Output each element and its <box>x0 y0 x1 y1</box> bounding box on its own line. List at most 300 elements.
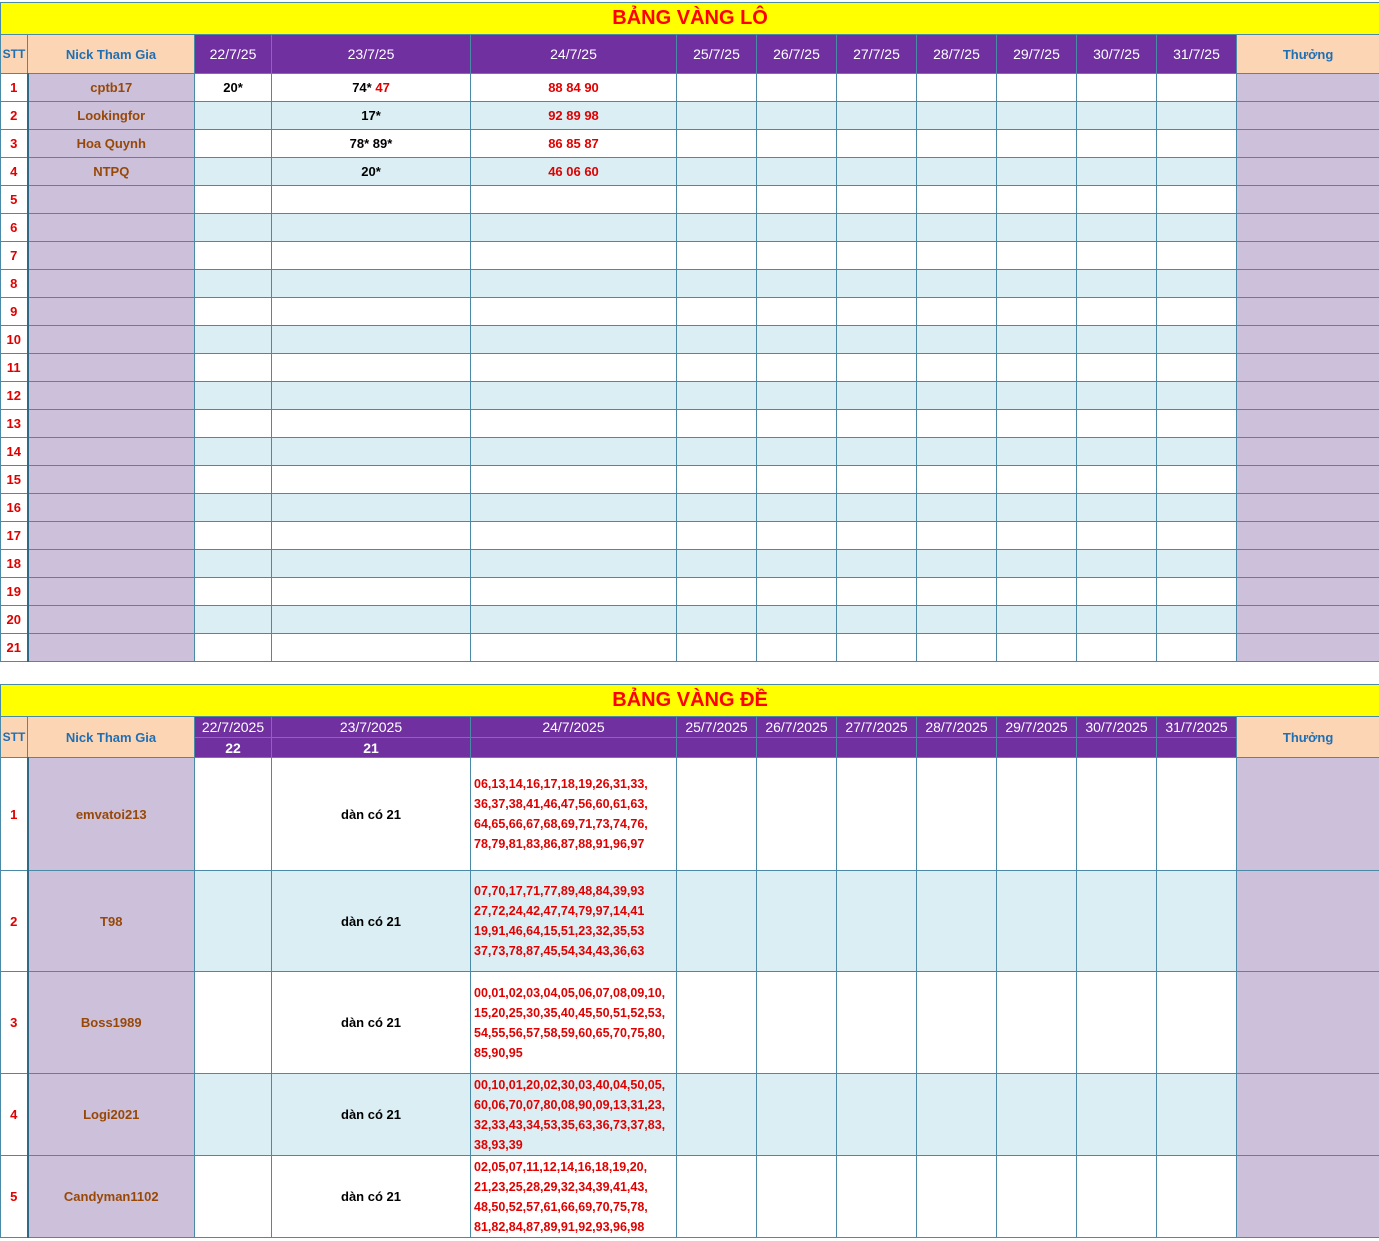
entry-cell <box>677 158 757 186</box>
entry-cell <box>471 438 677 466</box>
entry-cell <box>272 130 471 158</box>
entry-cell <box>195 186 272 214</box>
date-header: 24/7/25 <box>471 35 677 74</box>
entry-cell <box>917 550 997 578</box>
entry-cell <box>471 354 677 382</box>
entry-cell <box>997 242 1077 270</box>
entry-cell: dàn có 21 <box>272 1074 471 1156</box>
reward-cell <box>1237 158 1379 186</box>
reward-cell <box>1237 1074 1379 1156</box>
entry-cell <box>1157 354 1237 382</box>
entry-cell <box>917 438 997 466</box>
entry-cell <box>195 972 272 1074</box>
number-list: 00,01,02,03,04,05,06,07,08,09,10, 15,20,25,30,35,40,45,50,51,52,53, 54,55,56,57,58,59,60,65,70,75,80, 85,90,95 <box>474 985 666 1060</box>
row-number: 14 <box>1 438 28 466</box>
entry-cell: dàn có 21 <box>272 1156 471 1238</box>
reward-cell <box>1237 130 1379 158</box>
entry-cell <box>677 758 757 871</box>
entry-cell <box>1157 102 1237 130</box>
lo-table <box>0 2 1379 662</box>
reward-cell <box>1237 326 1379 354</box>
date-header: 30/7/2025 <box>1077 717 1157 738</box>
row-number: 18 <box>1 550 28 578</box>
entry-cell <box>471 494 677 522</box>
result-cell <box>677 738 757 758</box>
entry-cell <box>837 522 917 550</box>
entry-cell <box>677 871 757 972</box>
row-number: 12 <box>1 382 28 410</box>
entry-cell <box>997 214 1077 242</box>
entry-cell <box>471 242 677 270</box>
entry-cell <box>471 326 677 354</box>
entry-cell: dàn có 21 <box>272 871 471 972</box>
entry-cell <box>837 410 917 438</box>
reward-cell <box>1237 382 1379 410</box>
entry-cell <box>1157 550 1237 578</box>
entry-cell <box>1157 494 1237 522</box>
entry-cell <box>272 522 471 550</box>
entry-cell <box>272 578 471 606</box>
number-list: 02,05,07,11,12,14,16,18,19,20, 21,23,25,28,29,32,34,39,41,43, 48,50,52,57,61,66,69,70,75,78, 81,82,84,87,89,91,92,93,96,98 <box>474 1159 648 1234</box>
nick-header: Nick Tham Gia <box>28 717 195 758</box>
result-cell <box>1077 738 1157 758</box>
entry-cell <box>1157 578 1237 606</box>
row-number: 5 <box>1 186 28 214</box>
entry-cell <box>272 550 471 578</box>
date-header: 31/7/25 <box>1157 35 1237 74</box>
entry-cell <box>471 1074 677 1156</box>
date-header: 23/7/2025 <box>272 717 471 738</box>
entry-cell <box>272 214 471 242</box>
row-number: 3 <box>1 972 28 1074</box>
entry-cell <box>471 634 677 662</box>
entry-cell <box>757 242 837 270</box>
date-header: 25/7/25 <box>677 35 757 74</box>
entry-cell <box>677 242 757 270</box>
table-row <box>1 871 1379 972</box>
row-number: 7 <box>1 242 28 270</box>
entry-cell <box>997 606 1077 634</box>
entry-cell <box>997 1156 1077 1238</box>
entry-cell <box>997 871 1077 972</box>
entry-cell <box>272 466 471 494</box>
entry-cell <box>837 758 917 871</box>
lo-rows <box>1 74 1379 662</box>
entry-cell <box>677 578 757 606</box>
entry-cell <box>757 871 837 972</box>
entry-cell <box>471 522 677 550</box>
entry-cell <box>195 158 272 186</box>
entry-cell <box>757 410 837 438</box>
entry-cell <box>997 410 1077 438</box>
entry-cell <box>471 871 677 972</box>
row-number: 1 <box>1 758 28 871</box>
entry-cell <box>677 1074 757 1156</box>
table-row <box>1 298 1379 326</box>
entry-cell <box>757 972 837 1074</box>
reward-cell <box>1237 522 1379 550</box>
entry-cell <box>757 634 837 662</box>
entry-cell <box>917 102 997 130</box>
entry-cell <box>997 494 1077 522</box>
entry-cell <box>195 242 272 270</box>
reward-cell <box>1237 634 1379 662</box>
entry-cell <box>917 410 997 438</box>
entry-cell <box>1077 270 1157 298</box>
entry-cell <box>195 634 272 662</box>
entry-cell <box>1077 158 1157 186</box>
reward-cell <box>1237 214 1379 242</box>
reward-cell <box>1237 1156 1379 1238</box>
entry-cell <box>195 578 272 606</box>
entry-cell <box>997 186 1077 214</box>
entry-cell <box>757 298 837 326</box>
entry-cell <box>677 74 757 102</box>
entry-cell <box>195 1156 272 1238</box>
reward-cell <box>1237 758 1379 871</box>
nick-name <box>28 410 195 438</box>
entry-cell <box>195 522 272 550</box>
row-number: 3 <box>1 130 28 158</box>
table-row <box>1 186 1379 214</box>
entry-cell <box>1077 578 1157 606</box>
entry-cell <box>1077 871 1157 972</box>
entry-cell <box>1077 242 1157 270</box>
entry-cell <box>272 606 471 634</box>
entry-cell <box>1157 186 1237 214</box>
entry-cell <box>1077 382 1157 410</box>
entry-cell <box>471 578 677 606</box>
nick-name <box>28 354 195 382</box>
row-number: 4 <box>1 1074 28 1156</box>
entry-cell <box>837 214 917 242</box>
row-number: 16 <box>1 494 28 522</box>
entry-cell <box>1157 1074 1237 1156</box>
table-row <box>1 382 1379 410</box>
entry-cell <box>471 298 677 326</box>
entry-cell <box>917 972 997 1074</box>
date-header: 27/7/25 <box>837 35 917 74</box>
entry-cell <box>1077 326 1157 354</box>
table-row <box>1 410 1379 438</box>
entry-cell <box>677 214 757 242</box>
entry-cell: 86 85 87 <box>471 130 677 158</box>
entry-cell <box>195 130 272 158</box>
entry-cell <box>837 186 917 214</box>
nick-name <box>28 606 195 634</box>
entry-cell <box>1157 242 1237 270</box>
entry-cell <box>1077 606 1157 634</box>
entry-cell <box>1157 1156 1237 1238</box>
entry-cell <box>997 1074 1077 1156</box>
entry-cell <box>471 550 677 578</box>
entry-cell <box>917 1074 997 1156</box>
entry-cell <box>1077 186 1157 214</box>
nick-name <box>28 466 195 494</box>
entry-cell <box>1077 298 1157 326</box>
entry-cell <box>917 578 997 606</box>
entry-cell <box>1157 634 1237 662</box>
entry-cell <box>757 74 837 102</box>
entry-cell <box>757 1156 837 1238</box>
row-number: 6 <box>1 214 28 242</box>
row-number: 8 <box>1 270 28 298</box>
entry-value: 47 <box>375 80 390 95</box>
date-header: 29/7/25 <box>997 35 1077 74</box>
number-list: 06,13,14,16,17,18,19,26,31,33, 36,37,38,41,46,47,56,60,61,63, 64,65,66,67,68,69,71,73,74,76, 78,79,81,83,86,87,88,91,96,97 <box>474 777 648 851</box>
entry-cell <box>757 466 837 494</box>
nick-name: Lookingfor <box>28 102 195 130</box>
entry-cell <box>1157 298 1237 326</box>
nick-name: Candyman1102 <box>28 1156 195 1238</box>
entry-cell <box>677 494 757 522</box>
reward-cell <box>1237 606 1379 634</box>
entry-cell <box>272 326 471 354</box>
entry-cell <box>917 522 997 550</box>
entry-cell <box>917 186 997 214</box>
de-table <box>0 684 1379 1238</box>
entry-cell <box>757 522 837 550</box>
entry-cell <box>1157 466 1237 494</box>
entry-cell: 92 89 98 <box>471 102 677 130</box>
entry-cell <box>757 214 837 242</box>
reward-cell <box>1237 494 1379 522</box>
entry-cell <box>917 382 997 410</box>
entry-cell <box>997 550 1077 578</box>
entry-cell <box>272 298 471 326</box>
entry-cell <box>677 522 757 550</box>
table-row <box>1 102 1379 130</box>
entry-cell <box>997 270 1077 298</box>
entry-cell <box>837 298 917 326</box>
entry-cell <box>1077 550 1157 578</box>
entry-cell <box>272 102 471 130</box>
reward-cell <box>1237 186 1379 214</box>
entry-cell <box>1157 438 1237 466</box>
row-number: 15 <box>1 466 28 494</box>
entry-cell <box>1157 522 1237 550</box>
entry-cell <box>195 466 272 494</box>
entry-cell <box>195 270 272 298</box>
entry-cell <box>917 758 997 871</box>
entry-cell <box>677 382 757 410</box>
entry-cell <box>272 410 471 438</box>
entry-cell <box>917 606 997 634</box>
entry-cell <box>997 354 1077 382</box>
entry-cell <box>677 634 757 662</box>
entry-cell <box>837 354 917 382</box>
nick-name <box>28 270 195 298</box>
nick-header: Nick Tham Gia <box>28 35 195 74</box>
entry-cell: dàn có 21 <box>272 758 471 871</box>
table-row <box>1 354 1379 382</box>
entry-cell <box>1077 494 1157 522</box>
result-cell <box>837 738 917 758</box>
entry-cell <box>917 270 997 298</box>
stt-header: STT <box>1 35 28 74</box>
entry-cell <box>272 354 471 382</box>
entry-cell <box>272 74 471 102</box>
entry-cell <box>1157 270 1237 298</box>
entry-cell <box>757 438 837 466</box>
entry-cell <box>757 606 837 634</box>
entry-cell <box>757 270 837 298</box>
entry-cell <box>677 1156 757 1238</box>
entry-cell <box>1157 410 1237 438</box>
table-row <box>1 130 1379 158</box>
table-row <box>1 522 1379 550</box>
entry-cell <box>677 438 757 466</box>
entry-cell <box>195 214 272 242</box>
nick-name <box>28 438 195 466</box>
entry-cell <box>757 186 837 214</box>
entry-cell <box>1157 214 1237 242</box>
entry-cell <box>917 354 997 382</box>
entry-cell <box>757 494 837 522</box>
entry-cell <box>837 74 917 102</box>
entry-value: 17* <box>361 108 381 123</box>
entry-cell <box>837 242 917 270</box>
row-number: 19 <box>1 578 28 606</box>
de-title: BẢNG VÀNG ĐỀ <box>1 685 1379 717</box>
table-row <box>1 270 1379 298</box>
table-row <box>1 972 1379 1074</box>
nick-name: NTPQ <box>28 158 195 186</box>
entry-cell <box>677 270 757 298</box>
entry-cell <box>1157 326 1237 354</box>
table-row <box>1 1156 1379 1238</box>
entry-cell <box>917 466 997 494</box>
entry-cell <box>471 1156 677 1238</box>
date-header: 26/7/2025 <box>757 717 837 738</box>
table-row <box>1 634 1379 662</box>
reward-cell <box>1237 438 1379 466</box>
entry-cell <box>471 758 677 871</box>
row-number: 13 <box>1 410 28 438</box>
entry-cell <box>837 871 917 972</box>
entry-cell <box>471 270 677 298</box>
reward-header: Thưởng <box>1237 35 1379 74</box>
date-header: 22/7/2025 <box>195 717 272 738</box>
date-header: 25/7/2025 <box>677 717 757 738</box>
entry-cell <box>677 354 757 382</box>
date-header: 29/7/2025 <box>997 717 1077 738</box>
entry-value: 78* 89* <box>349 136 393 151</box>
entry-cell <box>677 410 757 438</box>
reward-cell <box>1237 74 1379 102</box>
entry-cell <box>471 606 677 634</box>
reward-cell <box>1237 242 1379 270</box>
result-cell <box>757 738 837 758</box>
nick-name <box>28 634 195 662</box>
entry-cell <box>677 298 757 326</box>
entry-cell <box>195 606 272 634</box>
entry-cell <box>837 158 917 186</box>
entry-cell: dàn có 21 <box>272 972 471 1074</box>
entry-cell <box>837 382 917 410</box>
entry-cell <box>1077 522 1157 550</box>
entry-cell <box>195 354 272 382</box>
entry-cell <box>1077 354 1157 382</box>
de-rows <box>1 758 1379 1238</box>
result-cell <box>1157 738 1237 758</box>
nick-name <box>28 494 195 522</box>
entry-cell <box>757 1074 837 1156</box>
table-row <box>1 438 1379 466</box>
entry-cell <box>757 758 837 871</box>
entry-cell <box>272 270 471 298</box>
entry-cell <box>997 158 1077 186</box>
entry-cell <box>272 158 471 186</box>
table-row <box>1 494 1379 522</box>
reward-cell <box>1237 410 1379 438</box>
entry-cell <box>272 494 471 522</box>
nick-name: T98 <box>28 871 195 972</box>
lo-title: BẢNG VÀNG LÔ <box>1 3 1379 35</box>
entry-cell <box>997 130 1077 158</box>
entry-cell <box>997 758 1077 871</box>
entry-cell <box>837 550 917 578</box>
entry-cell <box>757 130 837 158</box>
entry-cell <box>757 550 837 578</box>
entry-cell <box>917 298 997 326</box>
reward-cell <box>1237 298 1379 326</box>
result-cell <box>997 738 1077 758</box>
table-row <box>1 214 1379 242</box>
entry-cell <box>195 102 272 130</box>
result-cell <box>917 738 997 758</box>
reward-cell <box>1237 578 1379 606</box>
entry-cell <box>837 102 917 130</box>
reward-cell <box>1237 354 1379 382</box>
entry-cell <box>677 130 757 158</box>
nick-name <box>28 242 195 270</box>
entry-cell <box>997 382 1077 410</box>
entry-cell <box>997 578 1077 606</box>
entry-cell <box>997 972 1077 1074</box>
result-cell: 21 <box>272 738 471 758</box>
row-number: 10 <box>1 326 28 354</box>
entry-cell <box>917 130 997 158</box>
entry-cell <box>917 158 997 186</box>
nick-name: Hoa Quynh <box>28 130 195 158</box>
row-number: 11 <box>1 354 28 382</box>
entry-cell <box>471 382 677 410</box>
row-number: 5 <box>1 1156 28 1238</box>
entry-cell <box>837 130 917 158</box>
table-row <box>1 326 1379 354</box>
date-header: 22/7/25 <box>195 35 272 74</box>
entry-cell <box>677 326 757 354</box>
entry-cell <box>997 74 1077 102</box>
entry-cell <box>917 634 997 662</box>
table-row <box>1 758 1379 871</box>
entry-cell <box>1157 382 1237 410</box>
entry-cell <box>1077 410 1157 438</box>
row-number: 21 <box>1 634 28 662</box>
entry-cell <box>837 438 917 466</box>
entry-cell <box>272 382 471 410</box>
row-number: 2 <box>1 102 28 130</box>
entry-cell <box>837 606 917 634</box>
nick-name <box>28 382 195 410</box>
entry-cell <box>1077 466 1157 494</box>
entry-cell <box>917 214 997 242</box>
row-number: 2 <box>1 871 28 972</box>
entry-cell <box>677 550 757 578</box>
nick-name <box>28 186 195 214</box>
entry-cell <box>1077 102 1157 130</box>
